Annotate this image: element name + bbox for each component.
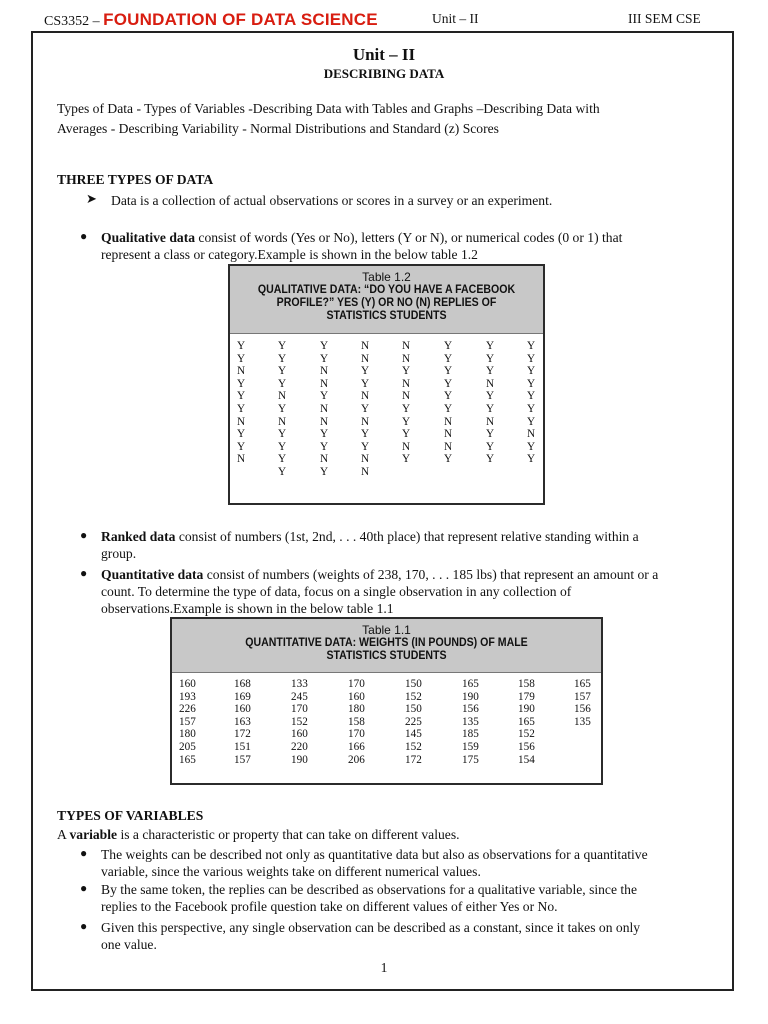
table-cell: Y — [278, 428, 287, 441]
table-cell: 168 — [234, 678, 251, 690]
arrow-bullet-icon: ➤ — [86, 191, 97, 206]
table-cell: Y — [361, 402, 370, 415]
table-cell: Y — [320, 428, 329, 441]
data-definition: Data is a collection of actual observations or scores in a survey or an experiment. — [111, 193, 553, 208]
table-cell: N — [402, 340, 411, 352]
table-cell: Y — [237, 402, 246, 415]
table-cell: 152 — [405, 690, 422, 703]
table-cell: Y — [486, 352, 495, 365]
table-1-1-title-1: QUANTITATIVE DATA: WEIGHTS (IN POUNDS) OF MALE — [245, 637, 528, 649]
table-cell: N — [527, 428, 536, 441]
variable-intro-rest: is a characteristic or property that can take on different values. — [117, 827, 460, 842]
table-cell: 175 — [462, 753, 479, 766]
table-cell: 166 — [348, 740, 365, 753]
table-cell: 160 — [291, 728, 308, 741]
quantitative-term: Quantitative data — [101, 567, 204, 582]
table-cell: Y — [402, 415, 411, 428]
table-cell: N — [402, 352, 411, 365]
variables-bullet-2-line-2: replies to the Facebook profile question take on different values of either Yes or No. — [101, 899, 558, 914]
table-cell: 185 — [462, 728, 479, 741]
table-1-2-title-3: STATISTICS STUDENTS — [326, 310, 447, 322]
table-cell: Y — [361, 377, 370, 390]
table-cell: 158 — [348, 715, 365, 728]
table-1-2-header — [230, 266, 543, 334]
table-cell: Y — [527, 377, 536, 390]
table-1-2-column — [320, 340, 328, 479]
table-1-2-column — [361, 340, 369, 479]
table-1-1-column — [291, 678, 308, 766]
table-cell: 160 — [234, 703, 251, 716]
table-1-1-number: Table 1.1 — [362, 623, 411, 637]
table-cell: 165 — [574, 678, 591, 690]
table-1-2-title-1: QUALITATIVE DATA: “DO YOU HAVE A FACEBOOK — [257, 284, 516, 296]
table-cell: Y — [320, 465, 329, 478]
table-cell: Y — [444, 377, 453, 390]
table-cell: 135 — [462, 715, 479, 728]
table-cell: N — [237, 453, 246, 466]
variable-term: variable — [69, 827, 118, 842]
table-cell: Y — [527, 365, 536, 378]
table-cell: Y — [527, 390, 536, 403]
table-cell: N — [361, 352, 370, 365]
table-cell: 133 — [291, 678, 308, 690]
table-cell: Y — [486, 390, 495, 403]
table-cell: Y — [486, 440, 495, 453]
table-cell: 151 — [234, 740, 251, 753]
table-cell: 220 — [291, 740, 308, 753]
table-cell: Y — [444, 453, 453, 466]
table-1-2-column — [237, 340, 245, 466]
table-cell: N — [320, 365, 329, 378]
table-1-1-column — [518, 678, 535, 766]
table-cell: N — [361, 453, 370, 466]
bullet-icon: ● — [80, 846, 88, 860]
table-cell: Y — [527, 340, 536, 352]
table-cell: Y — [278, 352, 287, 365]
table-cell: 160 — [179, 678, 196, 690]
table-cell: Y — [527, 402, 536, 415]
table-cell: 190 — [518, 703, 535, 716]
table-cell: N — [237, 415, 246, 428]
bullet-icon: ● — [80, 881, 88, 895]
table-cell: Y — [444, 340, 453, 352]
section-heading-three-types: THREE TYPES OF DATA — [57, 172, 214, 187]
table-cell: Y — [486, 340, 495, 352]
table-cell: Y — [278, 340, 287, 352]
table-cell: 157 — [179, 715, 196, 728]
variables-bullet-2-line-1: By the same token, the replies can be described as observations for a qualitative variable, since the — [101, 882, 638, 897]
table-1-1-header — [172, 619, 601, 673]
table-cell: 165 — [518, 715, 535, 728]
table-cell: N — [320, 453, 329, 466]
table-cell: 152 — [291, 715, 308, 728]
table-cell: 135 — [574, 715, 591, 728]
variable-intro-a: A — [57, 827, 70, 842]
table-cell: Y — [278, 453, 287, 466]
table-cell: 150 — [405, 678, 422, 690]
table-cell: Y — [361, 440, 370, 453]
table-1-2-column — [278, 340, 286, 479]
table-cell: 150 — [405, 703, 422, 716]
table-cell: 159 — [462, 740, 479, 753]
quantitative-line-3: observations.Example is shown in the below table 1.1 — [101, 601, 394, 616]
table-cell: N — [402, 390, 411, 403]
table-cell: Y — [320, 390, 329, 403]
table-cell: Y — [278, 440, 287, 453]
table-cell: N — [444, 428, 453, 441]
table-cell: 160 — [348, 690, 365, 703]
table-cell: N — [361, 340, 370, 352]
header-unit: Unit – II — [432, 11, 479, 26]
table-cell: N — [402, 440, 411, 453]
table-1-1 — [170, 617, 603, 785]
bullet-icon: ● — [80, 566, 88, 580]
table-cell: 226 — [179, 703, 196, 716]
table-cell: 190 — [462, 690, 479, 703]
table-1-2-column — [486, 340, 494, 466]
table-cell: N — [320, 402, 329, 415]
table-cell: Y — [402, 365, 411, 378]
table-cell: Y — [402, 453, 411, 466]
table-cell: Y — [527, 440, 536, 453]
table-cell: Y — [278, 402, 287, 415]
ranked-line-1 — [101, 528, 720, 545]
table-cell: Y — [237, 340, 246, 352]
table-cell: 165 — [462, 678, 479, 690]
table-cell: Y — [527, 453, 536, 466]
table-1-1-column — [234, 678, 251, 766]
running-header — [0, 0, 768, 32]
ranked-term: Ranked data — [101, 529, 176, 544]
qualitative-text: consist of words (Yes or No), letters (Y or N), or numerical codes (0 or 1) that — [195, 230, 623, 245]
table-cell: N — [486, 377, 495, 390]
section-heading-variables: TYPES OF VARIABLES — [57, 808, 204, 823]
table-cell: 152 — [405, 740, 422, 753]
table-1-2-number: Table 1.2 — [362, 270, 411, 284]
table-cell: 170 — [348, 678, 365, 690]
table-cell: Y — [278, 365, 287, 378]
table-1-1-body — [172, 673, 601, 773]
table-cell: Y — [237, 440, 246, 453]
syllabus-line-2: Averages - Describing Variability - Normal Distributions and Standard (z) Scores — [57, 121, 499, 136]
page-title: Unit – II — [352, 45, 416, 64]
table-cell: Y — [486, 402, 495, 415]
variables-bullet-1-line-1: The weights can be described not only as quantitative data but also as observations for a quantitative — [101, 847, 648, 862]
table-cell: 157 — [234, 753, 251, 766]
table-cell: Y — [527, 352, 536, 365]
table-cell: N — [361, 465, 370, 478]
header-semester: III SEM CSE — [628, 11, 701, 26]
quantitative-line-2: count. To determine the type of data, focus on a single observation in any collection of — [101, 584, 572, 599]
table-cell: Y — [486, 453, 495, 466]
course-header — [44, 10, 378, 30]
table-cell: Y — [278, 465, 287, 478]
table-cell: 157 — [574, 690, 591, 703]
syllabus-line-1: Types of Data - Types of Variables -Describing Data with Tables and Graphs –Describing Data with — [57, 101, 600, 116]
table-cell: 179 — [518, 690, 535, 703]
quantitative-line-1 — [101, 566, 720, 583]
table-cell: 170 — [291, 703, 308, 716]
table-cell: 245 — [291, 690, 308, 703]
table-cell: 225 — [405, 715, 422, 728]
table-cell: 156 — [462, 703, 479, 716]
table-cell: N — [444, 440, 453, 453]
table-cell: 172 — [234, 728, 251, 741]
table-1-2 — [228, 264, 545, 505]
bullet-icon: ● — [80, 919, 88, 933]
variables-bullet-3-line-2: one value. — [101, 937, 157, 952]
table-cell: 193 — [179, 690, 196, 703]
table-cell: 180 — [179, 728, 196, 741]
table-cell: Y — [237, 377, 246, 390]
table-cell: Y — [320, 352, 329, 365]
table-cell: 163 — [234, 715, 251, 728]
table-cell: Y — [361, 428, 370, 441]
qualitative-line-2: represent a class or category.Example is shown in the below table 1.2 — [101, 247, 478, 262]
table-1-2-column — [527, 340, 535, 466]
table-cell: Y — [444, 352, 453, 365]
table-cell: N — [320, 377, 329, 390]
table-cell: Y — [527, 415, 536, 428]
table-cell: N — [237, 365, 246, 378]
table-cell: 154 — [518, 753, 535, 766]
table-cell: 172 — [405, 753, 422, 766]
table-cell: 158 — [518, 678, 535, 690]
table-cell: N — [486, 415, 495, 428]
table-cell: Y — [361, 365, 370, 378]
table-cell: Y — [278, 377, 287, 390]
bullet-icon: ● — [80, 528, 88, 542]
table-cell: 190 — [291, 753, 308, 766]
table-cell: 152 — [518, 728, 535, 741]
table-1-1-title-2: STATISTICS STUDENTS — [326, 650, 447, 662]
page-subtitle: DESCRIBING DATA — [323, 66, 445, 81]
table-cell: 145 — [405, 728, 422, 741]
table-cell: 169 — [234, 690, 251, 703]
quantitative-text: consist of numbers (weights of 238, 170, . . . 185 lbs) that represent an amount or a — [203, 567, 659, 582]
table-1-1-column — [348, 678, 365, 766]
table-cell: 180 — [348, 703, 365, 716]
table-cell: N — [361, 390, 370, 403]
bullet-icon: ● — [80, 229, 88, 243]
table-cell: 165 — [179, 753, 196, 766]
qualitative-term: Qualitative data — [101, 230, 196, 245]
variable-definition — [57, 826, 460, 843]
table-1-1-column — [462, 678, 479, 766]
table-cell: Y — [320, 340, 329, 352]
table-cell: N — [278, 390, 287, 403]
course-name: FOUNDATION OF DATA SCIENCE — [103, 10, 378, 29]
ranked-text: consist of numbers (1st, 2nd, . . . 40th place) that represent relative standing within a — [175, 529, 639, 544]
table-cell: 170 — [348, 728, 365, 741]
table-cell: 156 — [574, 703, 591, 716]
table-1-2-column — [402, 340, 410, 466]
variables-bullet-3-line-1: Given this perspective, any single observation can be described as a constant, since it takes on only — [101, 920, 641, 935]
table-cell: N — [361, 415, 370, 428]
table-cell: 206 — [348, 753, 365, 766]
table-cell: Y — [444, 390, 453, 403]
qualitative-line-1 — [101, 229, 622, 246]
table-cell: 156 — [518, 740, 535, 753]
table-cell: Y — [444, 402, 453, 415]
table-cell: N — [320, 415, 329, 428]
course-code: CS3352 – — [44, 14, 100, 29]
table-cell: N — [402, 377, 411, 390]
table-cell: Y — [237, 390, 246, 403]
table-cell: Y — [320, 440, 329, 453]
table-1-1-column — [179, 678, 196, 766]
table-cell: Y — [237, 352, 246, 365]
table-1-1-column — [405, 678, 422, 766]
table-cell: Y — [444, 365, 453, 378]
ranked-line-2: group. — [101, 546, 137, 561]
table-1-2-title-2: PROFILE?” YES (Y) OR NO (N) REPLIES OF — [276, 297, 497, 309]
table-cell: Y — [486, 428, 495, 441]
table-cell: N — [278, 415, 287, 428]
table-cell: 205 — [179, 740, 196, 753]
table-cell: Y — [486, 365, 495, 378]
table-1-1-column — [574, 678, 591, 728]
page-number: 1 — [380, 960, 388, 975]
table-1-2-body — [230, 334, 543, 494]
table-1-2-column — [444, 340, 452, 466]
table-cell: N — [444, 415, 453, 428]
variables-bullet-1-line-2: variable, since the various weights take on different numerical values. — [101, 864, 481, 879]
table-cell: Y — [402, 428, 411, 441]
table-cell: Y — [237, 428, 246, 441]
table-cell: Y — [402, 402, 411, 415]
